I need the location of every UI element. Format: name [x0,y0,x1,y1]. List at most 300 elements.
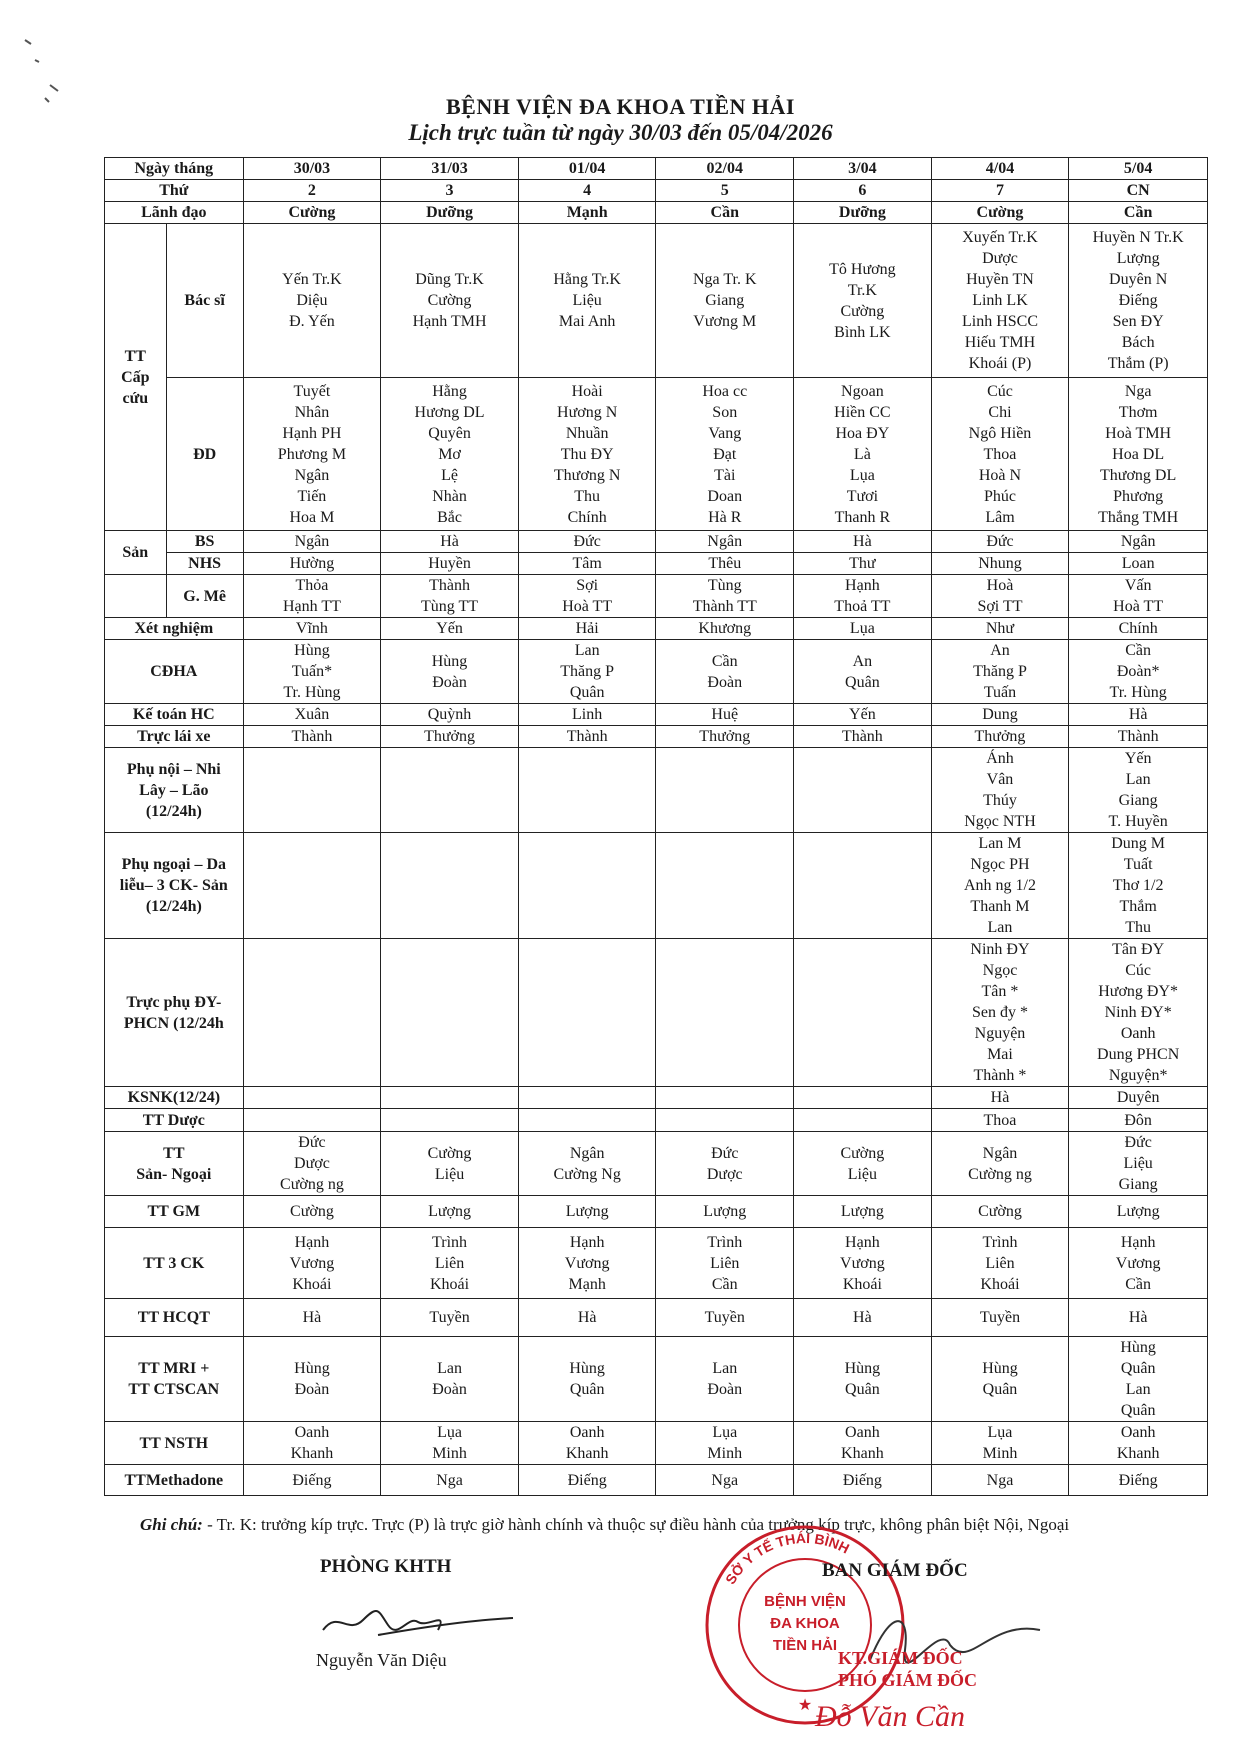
day-cell [1069,158,1208,180]
day-cell [656,726,794,748]
svg-text:ĐA KHOA: ĐA KHOA [770,1615,840,1632]
day-cell-text: Yến Lan Giang T. Huyền [1108,750,1168,830]
day-cell [518,378,656,531]
day-cell [656,939,794,1087]
day-cell [243,939,381,1087]
day-cell-text: Điếng [292,1471,332,1489]
label-pharmacy [105,1109,244,1132]
label-anesthesia [166,575,243,618]
day-cell [243,1132,381,1196]
day-cell [656,1196,794,1228]
day-cell [1069,553,1208,575]
duty-schedule-table [104,157,1208,1496]
day-cell [931,1422,1069,1465]
day-cell-text: Ngân Cường Ng [553,1144,621,1183]
day-cell-text: Cường [978,1203,1022,1220]
day-cell-text: Tân ĐY Cúc Hương ĐY* Ninh ĐY* Oanh Dung PHCN Nguyện* [1097,941,1180,1084]
label-three-ck-text: TT 3 CK [143,1254,205,1272]
day-cell-text: Hà [1128,1309,1148,1326]
day-cell [243,531,381,553]
day-cell-text: Vấn Hoà TT [1113,577,1164,615]
label-accounting [105,704,244,726]
day-cell-text: Ngân Cường ng [968,1144,1032,1183]
day-cell-text: Hoài Hương N Nhuần Thu ĐY Thương N Thu Chính [553,382,621,526]
day-cell [794,748,932,833]
day-cell-text: Oanh Khanh [565,1424,609,1462]
day-cell [794,726,932,748]
day-cell [931,224,1069,378]
svg-text:TIỀN HẢI: TIỀN HẢI [772,1637,838,1654]
day-cell [794,1087,932,1109]
day-cell-text: Hà [302,1309,322,1326]
day-cell [794,1109,932,1132]
day-cell [381,1109,519,1132]
day-cell-text: Lượng [703,1203,747,1220]
day-cell-text: Hùng Tuấn* Tr. Hùng [283,642,341,701]
day-cell [794,1132,932,1196]
day-cell [794,939,932,1087]
day-cell [381,618,519,640]
day-cell [243,378,381,531]
day-cell-text: Thưởng [974,728,1026,745]
day-cell [1069,726,1208,748]
day-cell-text: Hà [440,533,459,550]
label-blank [105,575,167,618]
day-cell-text: Xuyến Tr.K Dược Huyền TN Linh LK Linh HSCC Hiếu TMH Khoái (P) [961,229,1038,372]
day-cell [243,640,381,704]
day-cell [381,202,519,224]
day-cell [381,1228,519,1299]
day-cell [931,1196,1069,1228]
day-cell [931,726,1069,748]
svg-text:SỞ Y TẾ THÁI BÌNH: SỞ Y TẾ THÁI BÌNH [722,1529,853,1588]
day-cell-text: Cúc Chi Ngô Hiền Thoa Hoà N Phúc Lâm [968,382,1032,526]
day-cell-text: Ngoan Hiền CC Hoa ĐY Là Lụa Tươi Thanh R [834,382,891,526]
day-cell [656,202,794,224]
day-cell [656,618,794,640]
day-cell [1069,1299,1208,1337]
day-cell [656,640,794,704]
day-cell [931,1465,1069,1496]
day-cell [656,833,794,939]
row-doctor [105,224,1208,378]
label-driver [105,726,244,748]
day-cell-text: 4/04 [985,160,1015,177]
day-cell-text: Cần Đoàn* Tr. Hùng [1109,642,1167,701]
day-cell-text: Thoa [983,1111,1017,1129]
day-cell-text: Hùng Đoàn [294,1360,330,1398]
label-mri [105,1337,244,1422]
day-cell-text: Tùng Thành TT [692,577,757,615]
label-imaging-text: CĐHA [150,663,198,680]
day-cell-text: Quỳnh [427,706,472,723]
day-cell [1069,939,1208,1087]
day-cell [518,640,656,704]
day-cell-text: Thành [841,728,883,745]
day-cell [1069,1228,1208,1299]
day-cell [794,224,932,378]
day-cell-text: Hằng Tr.K Liệu Mai Anh [553,271,621,330]
day-cell [794,378,932,531]
day-cell-text: Hạnh Thoả TT [834,577,891,615]
day-cell [656,1299,794,1337]
day-cell [931,640,1069,704]
day-cell [381,1196,519,1228]
day-cell [1069,618,1208,640]
board-title: BAN GIÁM ĐỐC [822,1560,968,1581]
day-cell [931,202,1069,224]
day-cell [656,748,794,833]
day-cell [656,575,794,618]
label-mri-text: TT MRI + TT CTSCAN [128,1360,220,1398]
row-dates [105,158,1208,180]
day-cell-text: Hùng Quân Lan Quân [1120,1339,1156,1419]
day-cell [381,1299,519,1337]
day-cell-text: 02/04 [706,160,743,177]
day-cell-text: Oanh Khanh [841,1424,884,1462]
day-cell [518,1228,656,1299]
day-cell-text: Hải [575,620,599,637]
day-cell-text: Cần [1123,204,1153,221]
day-cell-text: Lượng [1116,1203,1160,1220]
label-ksnk [105,1087,244,1109]
label-obstetrics-text: Sản [122,544,149,561]
day-cell-text: Vĩnh [295,620,328,637]
day-cell-text: Hường [289,555,335,572]
day-cell-text: Chính [1118,620,1158,637]
day-cell-text: Hạnh Vương Khoái [840,1233,885,1293]
day-cell [656,553,794,575]
label-methadone [105,1465,244,1496]
day-cell [518,553,656,575]
day-cell-text: Cần [710,204,739,221]
day-cell [518,1132,656,1196]
day-cell-text: Huyền [428,555,471,572]
day-cell [518,1299,656,1337]
row-tcm [105,939,1208,1087]
day-cell-text: Ngân [1120,533,1156,550]
day-cell-text: Thành [566,728,608,745]
day-cell [931,531,1069,553]
day-cell-text: Lụa Minh [982,1424,1018,1462]
day-cell [931,939,1069,1087]
day-cell-text: Như [985,620,1015,637]
day-cell [243,726,381,748]
day-cell [381,1465,519,1496]
day-cell-text: Nga Tr. K Giang Vương M [692,271,757,330]
day-cell-text: 30/03 [293,160,331,177]
row-obs-surg [105,1132,1208,1196]
day-cell-text: Cường [290,1203,334,1220]
day-cell-text: 4 [583,182,592,199]
day-cell [1069,1132,1208,1196]
label-surgical-text: Phụ ngoại – Da liễu– 3 CK- Sản (12/24h) [119,856,228,915]
day-cell [931,1337,1069,1422]
day-cell-text: Tuyền [704,1309,745,1326]
day-cell [381,1422,519,1465]
day-cell [518,939,656,1087]
day-cell-text: Trình Liên Cần [707,1233,743,1293]
day-cell [243,1196,381,1228]
day-cell-text: Nga Thơm Hoà TMH Hoa DL Thương DL Phương Thắng TMH [1098,382,1179,526]
day-cell [1069,531,1208,553]
day-cell-text: Đức Dược Cường ng [280,1134,344,1193]
day-cell [518,1196,656,1228]
day-cell-text: Hạnh Vương Mạnh [564,1233,610,1293]
day-cell-text: Dũng Tr.K Cường Hạnh TMH [412,271,487,330]
day-cell-text: Thành [1117,728,1159,745]
department-title: PHÒNG KHTH [320,1556,452,1577]
day-cell-text: Nga [986,1471,1014,1489]
row-imaging [105,640,1208,704]
day-cell [931,1299,1069,1337]
label-nurse-text: ĐD [193,445,217,463]
day-cell [794,640,932,704]
day-cell [1069,640,1208,704]
day-cell [931,704,1069,726]
day-cell-text: 7 [995,182,1004,199]
label-leader-text: Lãnh đạo [141,204,207,221]
label-nsth-text: TT NSTH [139,1434,209,1452]
day-cell-text: Tuyền [429,1309,470,1326]
day-cell [381,531,519,553]
day-cell [1069,180,1208,202]
day-cell-text: Điếng [842,1471,882,1489]
day-cell [518,726,656,748]
day-cell [381,1337,519,1422]
day-cell-text: Thư [849,555,876,572]
label-tcm-text: Trực phụ ĐY- PHCN (12/24h [123,993,224,1032]
day-cell [518,202,656,224]
day-cell-text: Dưỡng [838,204,886,221]
day-cell [1069,1087,1208,1109]
day-cell-text: Nhung [978,555,1022,572]
day-cell-text: Ninh ĐY Ngọc Tân * Sen đy * Nguyện Mai Thành * [970,941,1030,1084]
day-cell [656,1422,794,1465]
day-cell-text: 2 [307,182,316,199]
scan-marks [20,30,90,110]
row-ksnk [105,1087,1208,1109]
label-hcqt-text: TT HCQT [137,1309,210,1326]
day-cell [243,202,381,224]
day-cell [931,378,1069,531]
day-cell-text: Ngân [707,533,743,550]
day-cell-text: Cường [976,204,1024,221]
svg-text:★: ★ [797,1697,813,1714]
day-cell [381,378,519,531]
row-accounting [105,704,1208,726]
day-cell [518,1109,656,1132]
day-cell-text: 5/04 [1123,160,1153,177]
day-cell-text: Lan Đoàn [707,1360,743,1398]
day-cell [656,1087,794,1109]
day-cell [518,704,656,726]
day-cell-text: Dưỡng [426,204,473,221]
day-cell [243,1228,381,1299]
day-cell-text: Hà [990,1089,1010,1106]
day-cell [518,1465,656,1496]
label-obs-nhs [166,553,243,575]
day-cell [931,1087,1069,1109]
day-cell [794,704,932,726]
day-cell-text: Hùng Quân [569,1360,605,1398]
day-cell-text: Yến Tr.K Diệu Đ. Yến [282,271,342,330]
day-cell [518,158,656,180]
day-cell [794,1465,932,1496]
day-cell [381,553,519,575]
day-cell [1069,704,1208,726]
day-cell-text: Khương [698,620,752,637]
day-cell [656,1109,794,1132]
day-cell [518,618,656,640]
row-surgical [105,833,1208,939]
day-cell [1069,575,1208,618]
day-cell [243,158,381,180]
day-cell-text: Hằng Hương DL Quyên Mơ Lệ Nhàn Bắc [414,382,485,526]
day-cell [381,748,519,833]
day-cell [381,704,519,726]
day-cell [243,1299,381,1337]
day-cell [931,833,1069,939]
day-cell-text: Hà [577,1309,597,1326]
label-date [105,158,244,180]
day-cell [794,1299,932,1337]
day-cell [794,1196,932,1228]
day-cell [518,1422,656,1465]
day-cell-text: Tuyền [979,1309,1021,1326]
day-cell [1069,833,1208,939]
row-weekdays [105,180,1208,202]
day-cell-text: Lụa Minh [432,1424,467,1462]
label-accounting-text: Kế toán HC [132,706,215,723]
day-cell-text: 5 [720,182,729,199]
signature-khth [318,1590,518,1650]
day-cell [1069,378,1208,531]
hospital-name: BỆNH VIỆN ĐA KHOA TIỀN HẢI [446,94,795,119]
label-obs-nhs-text: NHS [188,555,222,572]
day-cell-text: Điếng [567,1471,607,1489]
day-cell-text: Thành [291,728,333,745]
label-ksnk-text: KSNK(12/24) [127,1089,221,1106]
day-cell-text: 3/04 [848,160,877,177]
day-cell [794,180,932,202]
day-cell [931,575,1069,618]
day-cell [518,748,656,833]
day-cell [794,202,932,224]
day-cell [931,158,1069,180]
day-cell-text: 31/03 [431,160,468,177]
day-cell-text: Thưởng [424,728,475,745]
day-cell [243,748,381,833]
day-cell [243,618,381,640]
day-cell [794,618,932,640]
day-cell-text: Oanh Khanh [1116,1424,1160,1462]
day-cell-text: Đức [986,533,1014,550]
day-cell [518,224,656,378]
day-cell [243,575,381,618]
day-cell-text: Lan Thăng P Quân [560,642,615,701]
day-cell-text: Nga [711,1471,739,1489]
day-cell [1069,1465,1208,1496]
day-cell [656,224,794,378]
label-internal-text: Phụ nội – Nhi Lây – Lão (12/24h) [126,760,221,820]
signer-role-2: PHÓ GIÁM ĐỐC [838,1670,977,1690]
day-cell-text: Tuyết Nhân Hạnh PH Phương M Ngân Tiến Hoa M [277,382,347,526]
day-cell [794,1337,932,1422]
day-cell-text: Mạnh [566,204,608,221]
day-cell [243,1465,381,1496]
day-cell [243,1337,381,1422]
day-cell-text: Hùng Đoàn [431,652,468,691]
day-cell-text: Ánh Vân Thúy Ngọc NTH [964,750,1036,830]
day-cell [656,1132,794,1196]
day-cell [518,833,656,939]
day-cell [931,1132,1069,1196]
day-cell-text: Nga [436,1471,463,1489]
day-cell-text: An Thăng P Tuấn [973,642,1027,701]
day-cell-text: Ngân [294,533,330,550]
day-cell [1069,748,1208,833]
day-cell [381,833,519,939]
day-cell-text: Lan Đoàn [432,1360,467,1398]
label-gm [105,1196,244,1228]
day-cell-text: CN [1126,182,1150,199]
day-cell [518,1087,656,1109]
day-cell-text: 6 [858,182,867,199]
day-cell [243,1109,381,1132]
day-cell [931,618,1069,640]
day-cell-text: Đức Liệu Giang [1118,1134,1158,1193]
day-cell [381,726,519,748]
day-cell-text: Cần Đoàn [707,652,743,691]
day-cell-text: 01/04 [568,160,606,177]
day-cell [931,1228,1069,1299]
label-date-text: Ngày tháng [134,160,214,177]
label-weekday-text: Thứ [159,182,189,199]
day-cell-text: Tâm [572,555,602,572]
day-cell-text: Hạnh Vương Cần [1115,1233,1161,1293]
day-cell-text: Lượng [565,1203,609,1220]
row-lab [105,618,1208,640]
row-internal [105,748,1208,833]
day-cell [243,704,381,726]
day-cell [931,748,1069,833]
day-cell-text: Thành Tùng TT [421,577,479,615]
day-cell [243,1087,381,1109]
day-cell-text: Cường [288,204,336,221]
day-cell-text: Đôn [1124,1111,1152,1129]
label-gm-text: TT GM [147,1203,201,1220]
footnote-text: - Tr. K: trưởng kíp trực. Trực (P) là trực giờ hành chính và thuộc sự điều hành của trưởng kíp trực, không phân biệt Nội, Ngoại [202,1515,1070,1534]
day-cell-text: Loan [1121,555,1155,572]
label-methadone-text: TTMethadone [124,1471,224,1489]
day-cell [931,180,1069,202]
day-cell-text: Dung [982,706,1018,723]
day-cell-text: Sợi Hoà TT [562,577,613,615]
label-tcm [105,939,244,1087]
day-cell-text: Hùng Quân [982,1360,1018,1398]
day-cell [931,553,1069,575]
label-lab-text: Xét nghiệm [134,620,214,637]
row-gm [105,1196,1208,1228]
label-surgical [105,833,244,939]
day-cell-text: Hùng Quân [844,1360,881,1398]
khth-signer-name: Nguyễn Văn Diệu [316,1650,447,1670]
day-cell-text: Yến [849,706,876,723]
day-cell [656,1228,794,1299]
label-obs-bs [166,531,243,553]
day-cell [794,1228,932,1299]
